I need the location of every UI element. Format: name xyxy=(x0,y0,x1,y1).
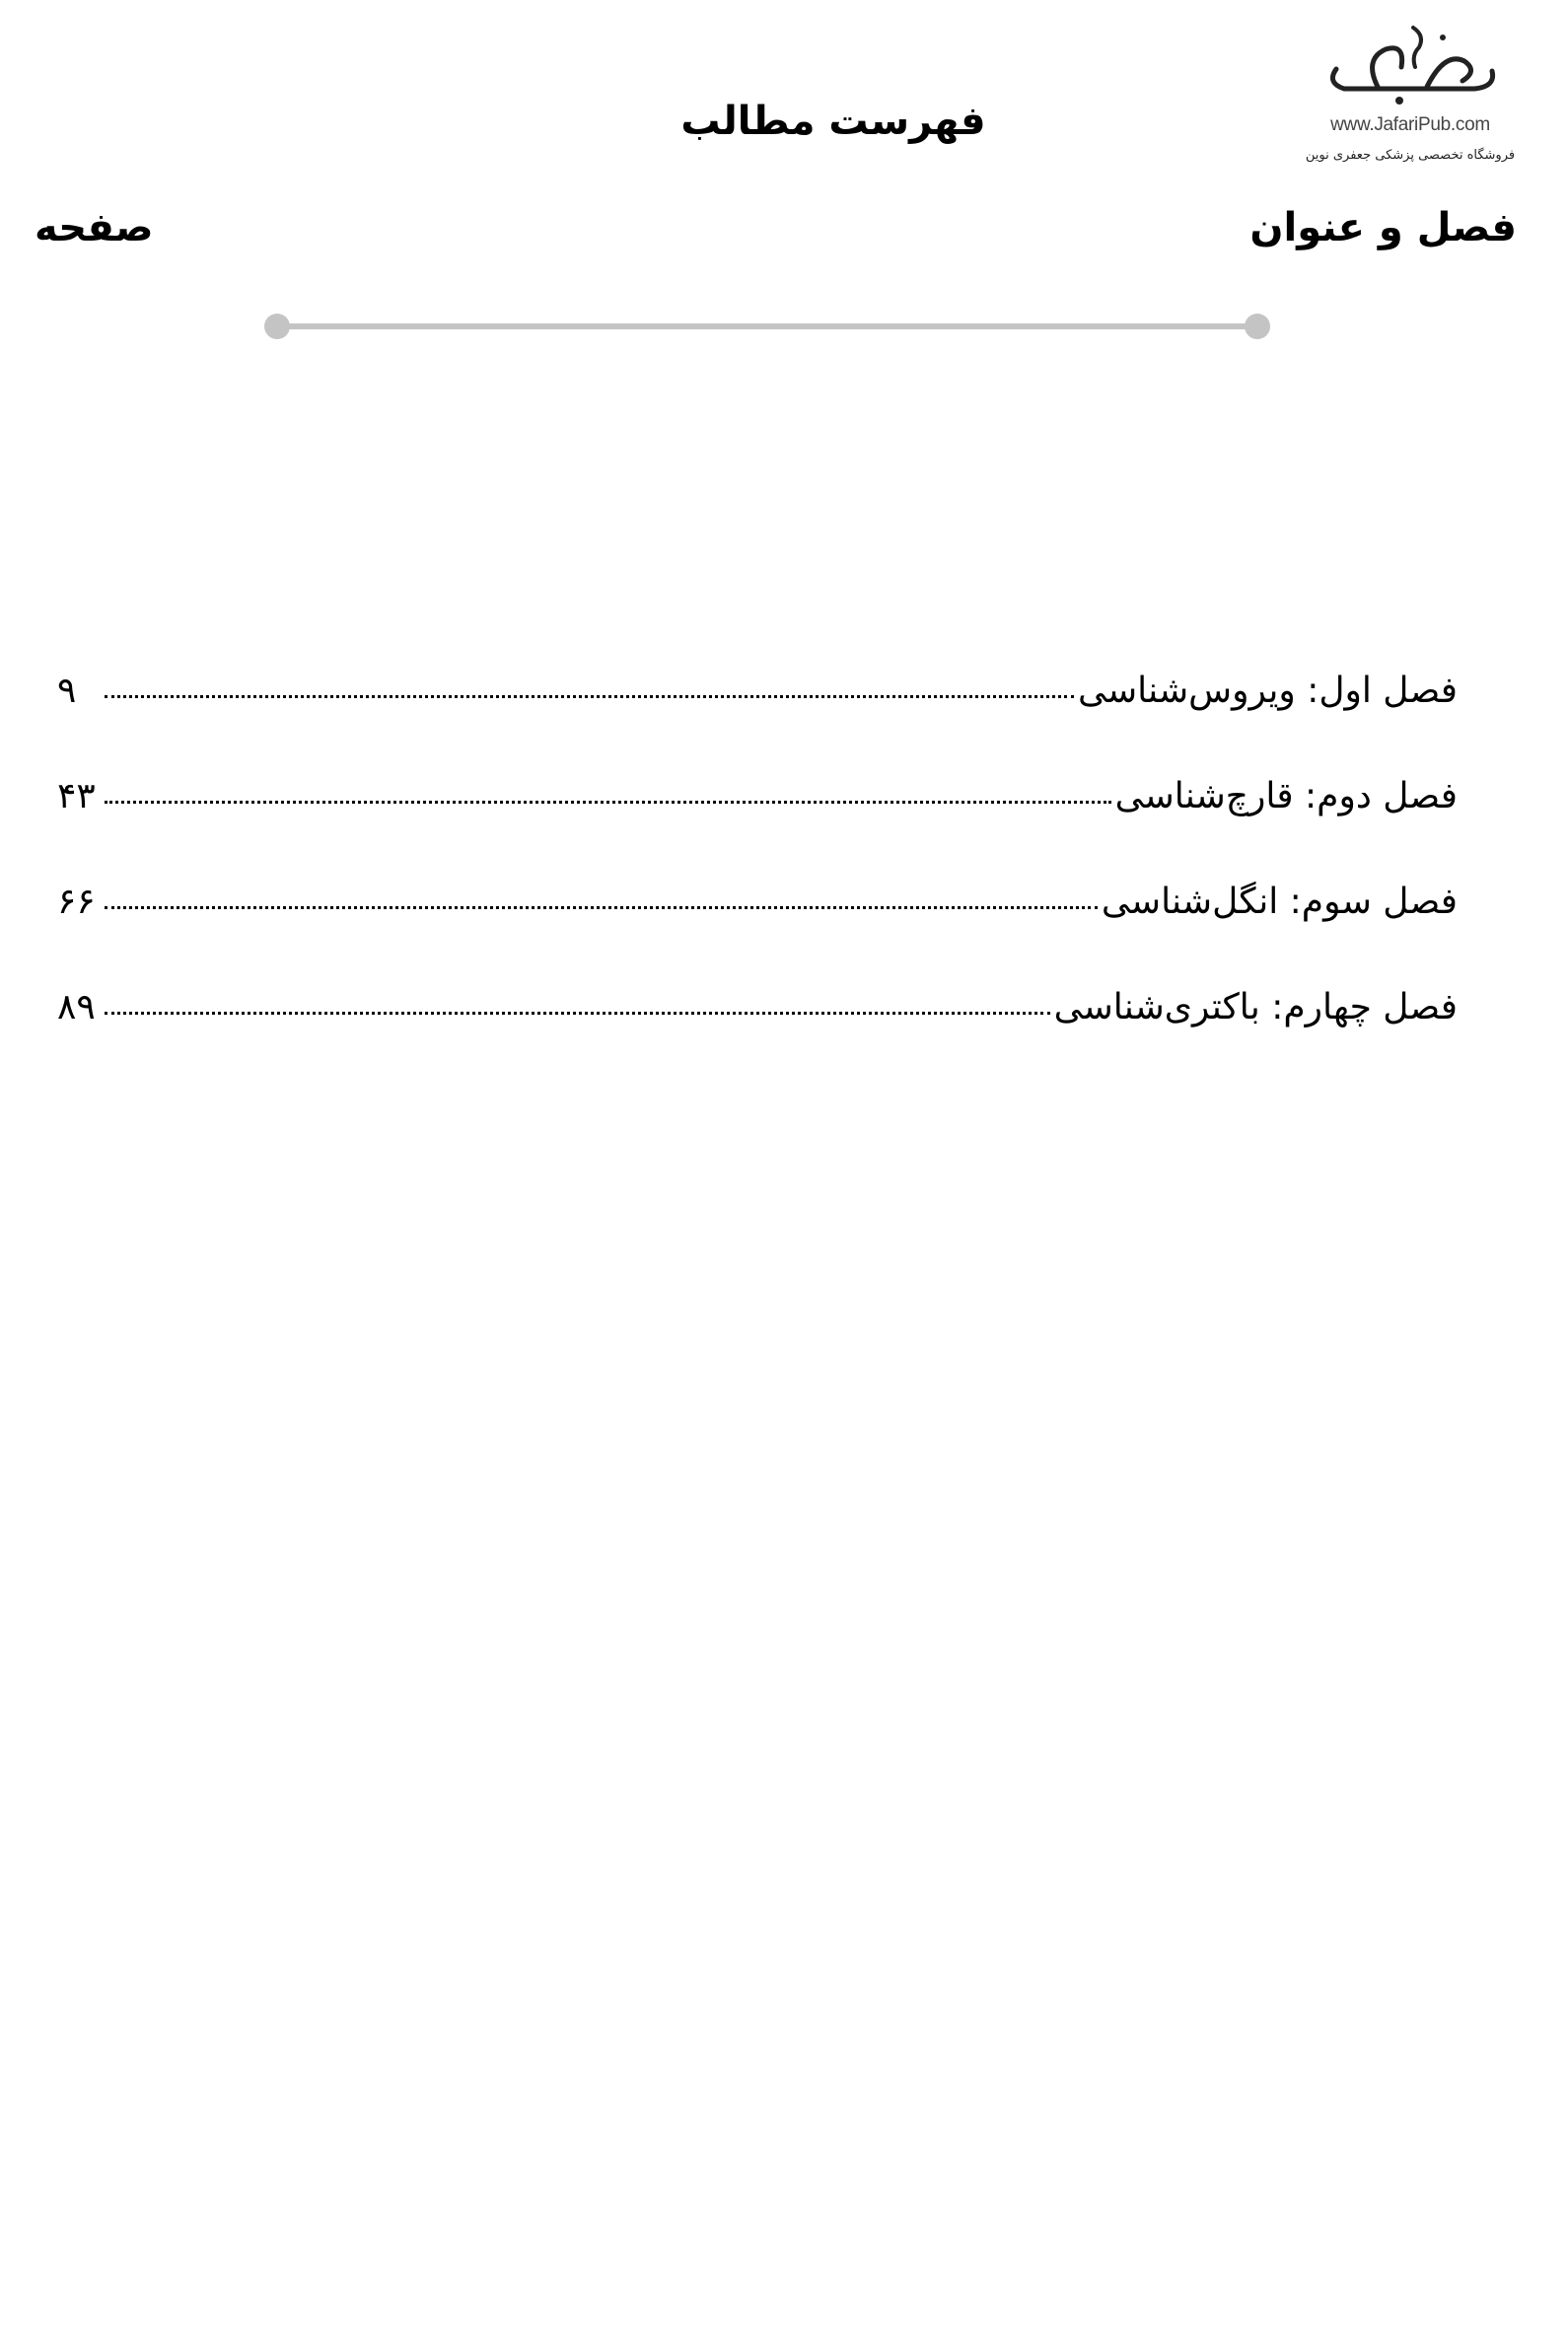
divider-bar xyxy=(276,323,1258,329)
toc-dot-leader xyxy=(105,1012,1050,1015)
toc-dot-leader xyxy=(105,695,1074,698)
toc-entry[interactable] xyxy=(57,776,1458,882)
divider-end-dot xyxy=(264,314,290,339)
column-header-page: صفحه xyxy=(35,205,154,250)
publisher-tagline: فروشگاه تخصصی پزشکی جعفری نوین xyxy=(1305,148,1516,163)
column-header-title: فصل و عنوان xyxy=(1249,205,1517,250)
page-title: فهرست مطالب xyxy=(680,99,986,144)
toc-dot-leader xyxy=(105,906,1098,909)
toc-entry[interactable] xyxy=(57,987,1458,1093)
publisher-url: www.JafariPub.com xyxy=(1330,114,1490,135)
toc-entry-title: فصل سوم: انگل‌شناسی xyxy=(1101,882,1458,922)
toc-dot-leader xyxy=(105,801,1111,804)
toc-entry[interactable] xyxy=(57,671,1458,776)
table-of-contents xyxy=(57,671,1458,1093)
divider-end-dot xyxy=(1245,314,1270,339)
toc-entry-page: ۴۳ xyxy=(57,776,96,816)
toc-entry-page: ۹ xyxy=(57,671,77,711)
toc-entry[interactable] xyxy=(57,882,1458,987)
publisher-logo xyxy=(1272,22,1548,170)
toc-entry-title: فصل اول: ویروس‌شناسی xyxy=(1077,671,1458,711)
toc-entry-title: فصل دوم: قارچ‌شناسی xyxy=(1114,776,1458,816)
toc-entry-page: ۸۹ xyxy=(57,987,96,1027)
toc-entry-title: فصل چهارم: باکتری‌شناسی xyxy=(1053,987,1458,1027)
header-divider xyxy=(264,314,1270,339)
toc-entry-page: ۶۶ xyxy=(57,882,96,922)
